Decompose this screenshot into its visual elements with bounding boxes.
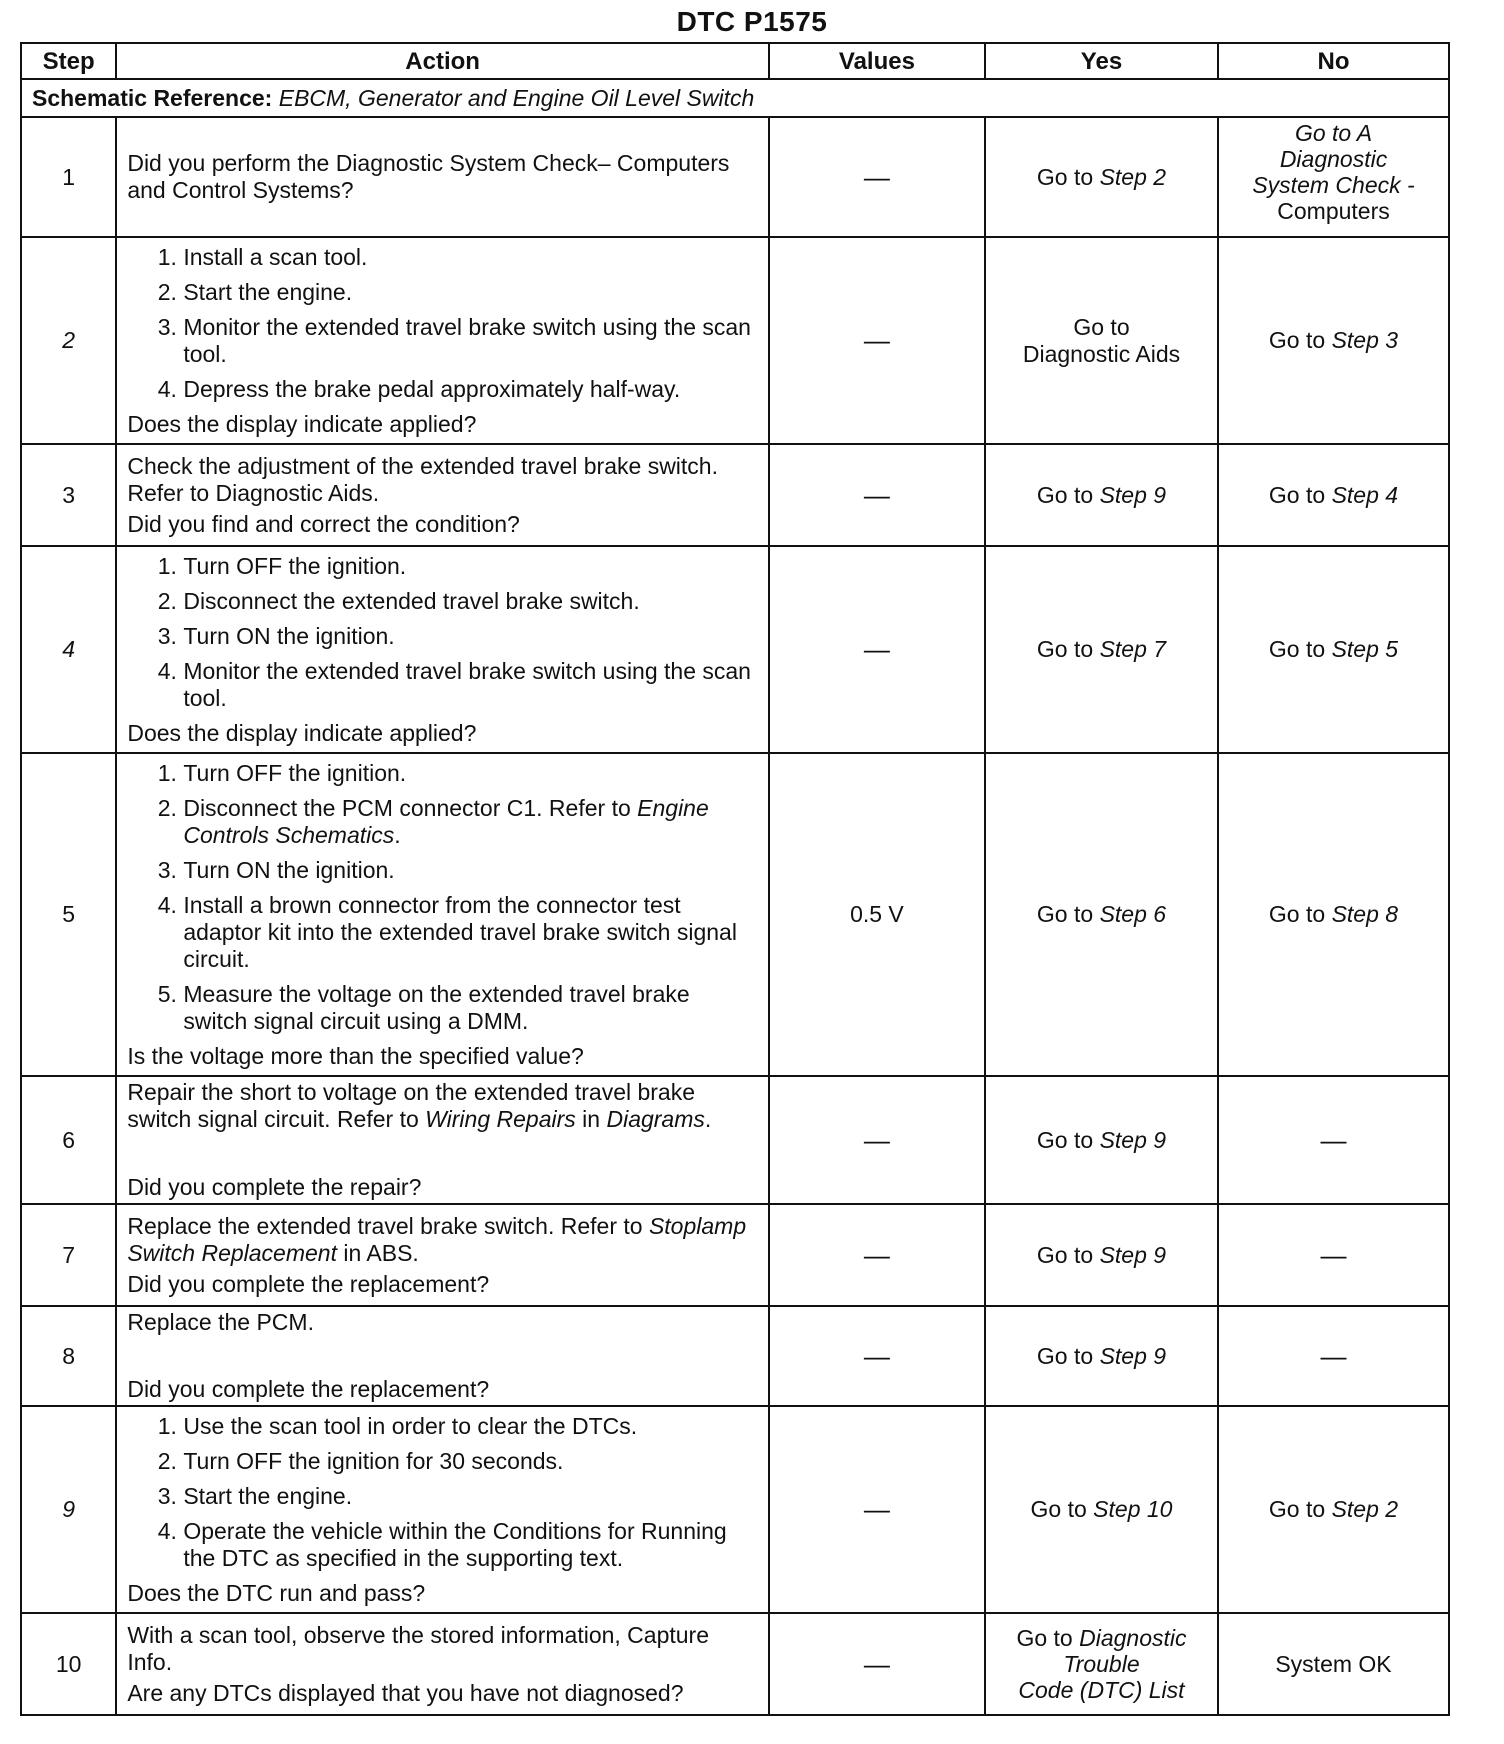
action-text: Repair the short to voltage on the extended travel brake switch signal circuit. Refer to Wiring Repairs in Diagrams. [127,1079,712,1132]
list-item: 4. Operate the vehicle within the Conditions for Running the DTC as specified in the supporting text. [183,1518,758,1572]
action-cell [116,444,769,546]
procedure-list [127,1413,758,1572]
value-cell: — [769,1613,985,1715]
table-row [21,117,1449,237]
step-link[interactable]: Step 9 [1099,1126,1167,1153]
yes-cell: Go to Step 9 [985,1204,1218,1306]
table-row [21,546,1449,753]
action-cell [116,753,769,1076]
step-number: 10 [21,1613,116,1715]
value-cell: — [769,1076,985,1204]
no-line[interactable]: System Check - [1252,172,1415,198]
step-link[interactable]: Step 5 [1331,636,1399,662]
action-cell [116,1406,769,1613]
no-line[interactable]: Go to A [1294,120,1373,146]
step-number: 2 [21,237,116,444]
step-number: 8 [21,1306,116,1406]
no-cell: — [1218,1204,1449,1306]
value-cell: — [769,117,985,237]
value-cell: — [769,237,985,444]
action-cell [116,1306,769,1406]
action-text: Replace the extended travel brake switch. Refer to Stoplamp Switch Replacement in ABS. [127,1212,747,1266]
schematic-reference-row [21,79,1449,117]
list-item: 3. Turn ON the ignition. [183,623,758,650]
list-item: 1. Turn OFF the ignition. [183,760,758,787]
step-number: 1 [21,117,116,237]
yes-cell: Go to Step 2 [985,117,1218,237]
reference-label: Schematic Reference: [32,84,273,111]
step-number: 7 [21,1204,116,1306]
value-cell: — [769,444,985,546]
procedure-list [127,553,758,712]
yes-cell: Go to Step 10 [985,1406,1218,1613]
value-cell: — [769,1306,985,1406]
table-row [21,1076,1449,1204]
list-item: 3. Start the engine. [183,1483,758,1510]
list-item: 3. Monitor the extended travel brake switch using the scan tool. [183,314,758,368]
no-cell: System OK [1218,1613,1449,1715]
value-cell: — [769,546,985,753]
no-line[interactable]: Computers [1277,198,1390,224]
page-title: DTC P1575 [676,6,828,37]
no-cell: — [1218,1076,1449,1204]
no-cell: Go to Step 2 [1218,1406,1449,1613]
reference-link[interactable]: Wiring Repairs [425,1106,576,1132]
yes-cell: Go to Diagnostic Trouble Code (DTC) List [985,1613,1218,1715]
header-yes: Yes [985,43,1218,79]
step-link[interactable]: Step 3 [1331,327,1399,353]
step-number: 3 [21,444,116,546]
list-item: 1. Install a scan tool. [183,244,758,271]
value-cell: 0.5 V [769,753,985,1076]
diagnostic-table [20,42,1450,1716]
header-no: No [1218,43,1449,79]
reference-link[interactable]: Stoplamp Switch Replacement [127,1212,747,1266]
no-cell [1218,117,1449,237]
list-item: 4. Install a brown connector from the connector test adaptor kit into the extended travel brake switch signal circuit. [183,892,758,973]
reference-text: EBCM, Generator and Engine Oil Level Switch [278,84,755,111]
step-link[interactable]: Step 9 [1099,1241,1167,1268]
question-text: Does the DTC run and pass? [127,1579,426,1606]
action-text: Check the adjustment of the extended travel brake switch. Refer to Diagnostic Aids. [127,452,718,506]
no-cell: Go to Step 8 [1218,753,1449,1076]
reference-link[interactable]: Engine Controls Schematics [183,794,709,848]
step-link[interactable]: Step 9 [1099,1342,1167,1369]
list-item: 5. Measure the voltage on the extended travel brake switch signal circuit using a DMM. [183,981,758,1035]
value-cell: — [769,1406,985,1613]
no-line[interactable]: Diagnostic [1279,146,1388,172]
question-text: Did you complete the replacement? [127,1376,490,1402]
table-row [21,1613,1449,1715]
list-item: 4. Monitor the extended travel brake switch using the scan tool. [183,658,758,712]
yes-cell: Go to Step 9 [985,444,1218,546]
table-row [21,1306,1449,1406]
no-cell: — [1218,1306,1449,1406]
table-row [21,753,1449,1076]
step-link[interactable]: Step 7 [1099,636,1167,662]
action-cell [116,546,769,753]
yes-cell: Go to Step 7 [985,546,1218,753]
procedure-list [127,244,758,403]
step-number: 5 [21,753,116,1076]
step-number: 6 [21,1076,116,1204]
question-text: Did you find and correct the condition? [127,510,520,537]
no-cell: Go to Step 5 [1218,546,1449,753]
question-text: Are any DTCs displayed that you have not diagnosed? [127,1679,684,1706]
yes-cell: Go to Step 6 [985,753,1218,1076]
action-cell [116,1613,769,1715]
step-link[interactable]: Step 2 [1099,163,1167,190]
no-cell: Go to Step 3 [1218,237,1449,444]
list-item: 4. Depress the brake pedal approximately half-way. [183,376,758,403]
list-item: 1. Turn OFF the ignition. [183,553,758,580]
step-link[interactable]: Step 8 [1331,901,1399,927]
table-row [21,237,1449,444]
action-text: Did you perform the Diagnostic System Check– Computers and Control Systems? [127,150,730,203]
table-row [21,1406,1449,1613]
value-cell: — [769,1204,985,1306]
dtc-list-link[interactable]: Trouble [1063,1651,1140,1677]
table-row [21,444,1449,546]
dtc-list-link[interactable]: Code (DTC) List [1018,1677,1185,1703]
header-values: Values [769,43,985,79]
question-text: Is the voltage more than the specified value? [127,1042,584,1069]
list-item: 2. Start the engine. [183,279,758,306]
question-text: Does the display indicate applied? [127,410,477,437]
step-link[interactable]: Step 4 [1331,481,1399,508]
action-cell [116,1076,769,1204]
step-link[interactable]: Step 9 [1099,481,1167,508]
header-step: Step [21,43,116,79]
question-text: Did you complete the repair? [127,1174,422,1200]
question-text: Did you complete the replacement? [127,1270,490,1297]
list-item: 3. Turn ON the ignition. [183,857,758,884]
yes-cell: Go to Step 9 [985,1306,1218,1406]
dtc-list-link[interactable]: Diagnostic [1079,1625,1187,1651]
yes-cell: Go to Diagnostic Aids [985,237,1218,444]
list-item: 2. Turn OFF the ignition for 30 seconds. [183,1448,758,1475]
procedure-list [127,760,758,1035]
header-row [21,43,1449,79]
no-cell: Go to Step 4 [1218,444,1449,546]
step-number: 9 [21,1406,116,1613]
reference-link[interactable]: Diagrams [606,1106,705,1132]
question-text: Does the display indicate applied? [127,719,477,746]
step-link[interactable]: Step 2 [1331,1496,1399,1522]
step-link[interactable]: Step 10 [1093,1496,1173,1522]
list-item: 1. Use the scan tool in order to clear the DTCs. [183,1413,758,1440]
action-cell [116,237,769,444]
table-row [21,1204,1449,1306]
list-item: 2. Disconnect the extended travel brake switch. [183,588,758,615]
diagnostic-aids-link[interactable]: Diagnostic Aids [1022,340,1181,367]
list-item: 2. Disconnect the PCM connector C1. Refer to Engine Controls Schematics. [183,795,758,849]
schematic-reference [21,79,1449,117]
action-text: With a scan tool, observe the stored information, Capture Info. [127,1621,710,1675]
step-link[interactable]: Step 6 [1099,901,1167,927]
header-action: Action [116,43,769,79]
action-cell [116,1204,769,1306]
yes-cell: Go to Step 9 [985,1076,1218,1204]
action-text: Replace the PCM. [127,1309,314,1335]
step-number: 4 [21,546,116,753]
action-cell [116,117,769,237]
